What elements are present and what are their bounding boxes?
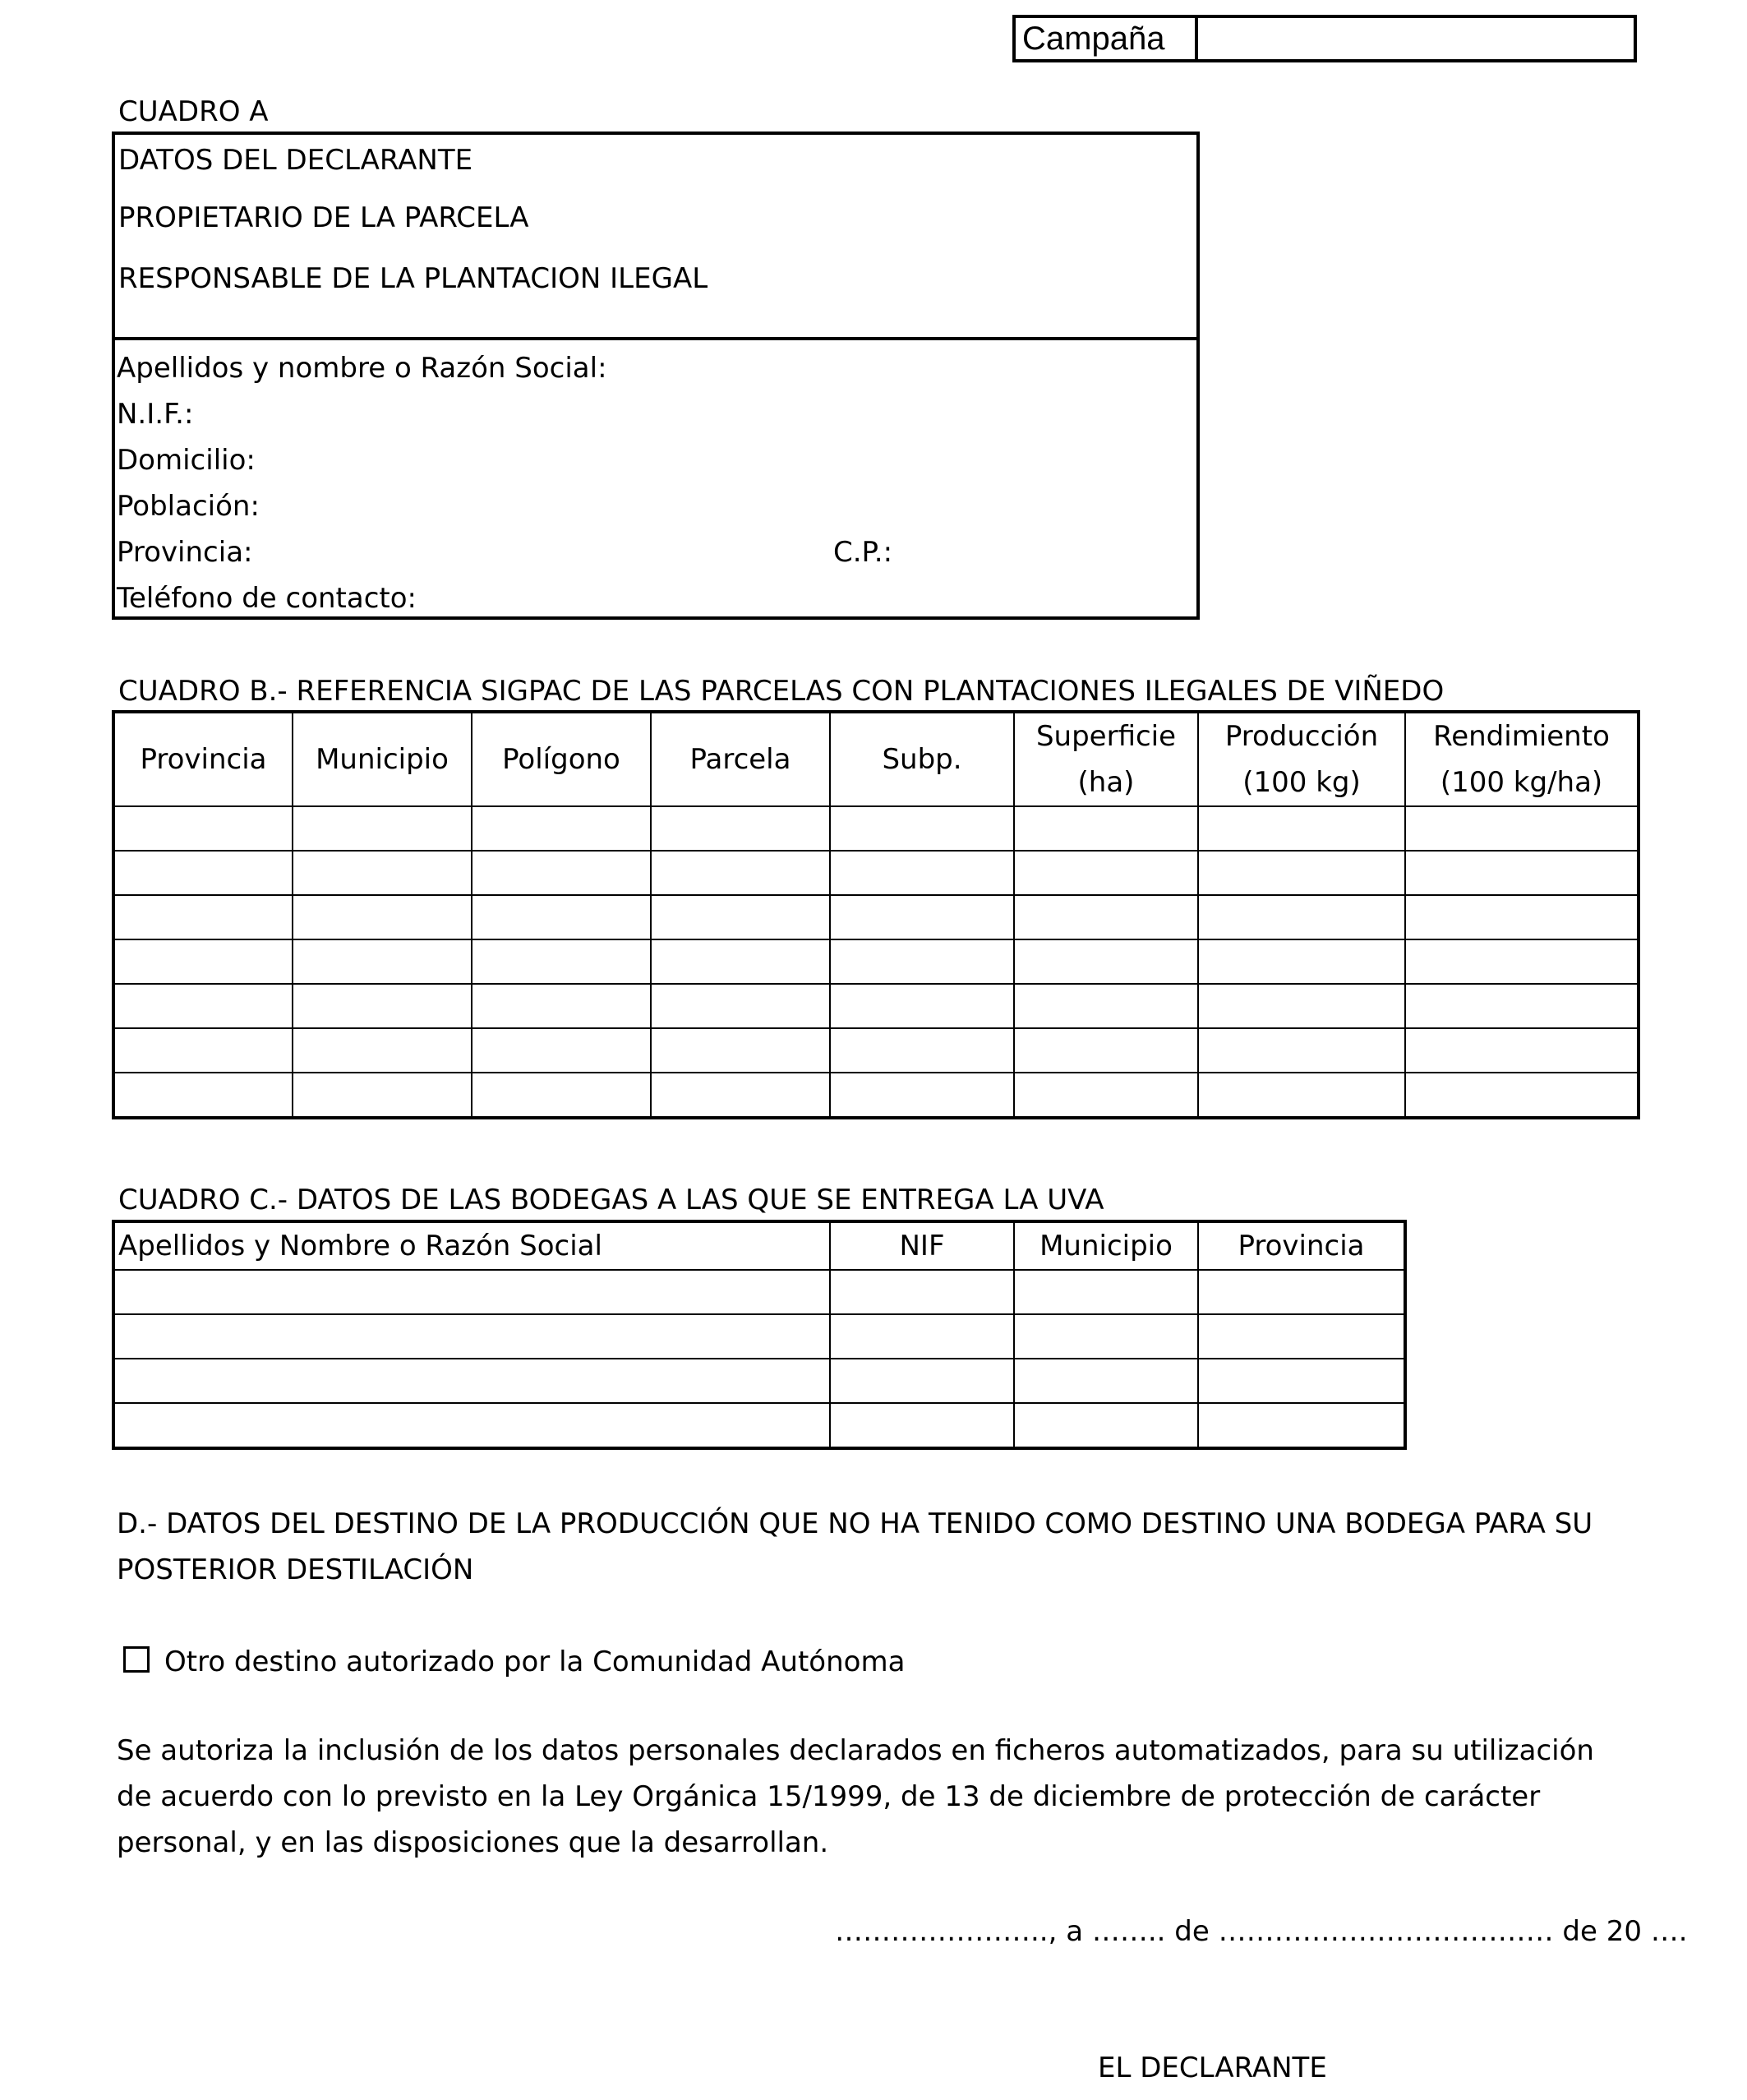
cuadro-c-table-cell[interactable] — [113, 1403, 830, 1448]
cuadro-c-table-row — [113, 1359, 1405, 1403]
cuadro-a-title: CUADRO A — [118, 95, 269, 128]
column-header-poligono: Polígono — [472, 712, 651, 806]
cuadro-b-table-cell[interactable] — [1405, 851, 1639, 895]
cuadro-b-table-cell[interactable] — [651, 806, 830, 851]
cuadro-b-table-row — [113, 984, 1639, 1028]
cuadro-b-table-row — [113, 895, 1639, 939]
field-provincia: Provincia: — [117, 536, 253, 569]
cuadro-b-table-cell[interactable] — [1014, 1028, 1198, 1073]
column-header-municipio: Municipio — [293, 712, 472, 806]
campana-field — [1012, 15, 1637, 62]
cuadro-b-table-cell[interactable] — [293, 984, 472, 1028]
cuadro-c-title: CUADRO C.- DATOS DE LAS BODEGAS A LAS QUE SE ENTREGA LA UVA — [118, 1184, 1104, 1216]
cuadro-b-table-cell[interactable] — [1198, 939, 1405, 984]
cuadro-b-table-cell[interactable] — [472, 984, 651, 1028]
cuadro-b-table-cell[interactable] — [293, 895, 472, 939]
cuadro-b-header-row — [113, 712, 1639, 806]
cuadro-b-title: CUADRO B.- REFERENCIA SIGPAC DE LAS PARCELAS CON PLANTACIONES ILEGALES DE VIÑEDO — [118, 675, 1445, 708]
cuadro-c-table-cell[interactable] — [1198, 1403, 1405, 1448]
cuadro-b-table-cell[interactable] — [651, 1073, 830, 1118]
cuadro-b-table-cell[interactable] — [1198, 1073, 1405, 1118]
cuadro-b-table-cell[interactable] — [113, 895, 293, 939]
column-header-parcela: Parcela — [651, 712, 830, 806]
field-nombre: Apellidos y nombre o Razón Social: — [117, 352, 607, 385]
cuadro-b-table-cell[interactable] — [1014, 984, 1198, 1028]
autorizacion-line: personal, y en las disposiciones que la desarrollan. — [117, 1826, 829, 1859]
cuadro-b-table-cell[interactable] — [1405, 1073, 1639, 1118]
cuadro-c-table-cell[interactable] — [113, 1359, 830, 1403]
cuadro-c-table-cell[interactable] — [113, 1270, 830, 1314]
cuadro-c-table-cell[interactable] — [1014, 1403, 1198, 1448]
column-header-rendimiento: Rendimiento (100 kg/ha) — [1405, 712, 1639, 806]
cuadro-b-table-cell[interactable] — [293, 1028, 472, 1073]
cuadro-c-table-row — [113, 1314, 1405, 1359]
cuadro-b-table-cell[interactable] — [830, 939, 1014, 984]
cuadro-b-table-cell[interactable] — [1014, 895, 1198, 939]
cuadro-d-title-line: D.- DATOS DEL DESTINO DE LA PRODUCCIÓN QUE NO HA TENIDO COMO DESTINO UNA BODEGA PARA SU — [117, 1507, 1593, 1540]
column-header-provincia: Provincia — [1198, 1221, 1405, 1270]
cuadro-c-table — [112, 1220, 1407, 1450]
cuadro-b-table-cell[interactable] — [651, 939, 830, 984]
cuadro-d-title-line: POSTERIOR DESTILACIÓN — [117, 1553, 474, 1586]
otro-destino-label: Otro destino autorizado por la Comunidad Autónoma — [164, 1645, 906, 1678]
cuadro-b-table-row — [113, 1028, 1639, 1073]
cuadro-b-table-cell[interactable] — [113, 1073, 293, 1118]
cuadro-b-table-cell[interactable] — [293, 939, 472, 984]
cuadro-b-table-cell[interactable] — [1405, 1028, 1639, 1073]
cuadro-c-header-row — [113, 1221, 1405, 1270]
cuadro-b-table-cell[interactable] — [830, 984, 1014, 1028]
campana-input[interactable] — [1198, 18, 1634, 59]
cuadro-a-divider — [112, 337, 1200, 340]
cuadro-b-table-row — [113, 939, 1639, 984]
cuadro-a-header-line: DATOS DEL DECLARANTE — [118, 144, 473, 177]
cuadro-a-header-line: RESPONSABLE DE LA PLANTACION ILEGAL — [118, 262, 708, 295]
cuadro-b-table-cell[interactable] — [830, 1028, 1014, 1073]
cuadro-b-table — [112, 710, 1640, 1119]
cuadro-b-table-cell[interactable] — [1014, 939, 1198, 984]
column-header-subp: Subp. — [830, 712, 1014, 806]
cuadro-b-table-cell[interactable] — [830, 895, 1014, 939]
autorizacion-line: Se autoriza la inclusión de los datos personales declarados en ficheros automatizados, para su utilización — [117, 1734, 1594, 1767]
cuadro-c-table-cell[interactable] — [113, 1314, 830, 1359]
cuadro-b-table-cell[interactable] — [293, 806, 472, 851]
field-cp: C.P.: — [833, 536, 893, 569]
cuadro-c-table-cell[interactable] — [1198, 1314, 1405, 1359]
cuadro-b-table-cell[interactable] — [830, 806, 1014, 851]
cuadro-c-table-cell[interactable] — [1198, 1270, 1405, 1314]
cuadro-c-table-cell[interactable] — [1014, 1359, 1198, 1403]
cuadro-b-table-cell[interactable] — [1198, 1028, 1405, 1073]
cuadro-b-table-cell[interactable] — [472, 851, 651, 895]
column-header-municipio: Municipio — [1014, 1221, 1198, 1270]
cuadro-c-table-cell[interactable] — [1014, 1314, 1198, 1359]
field-poblacion: Población: — [117, 490, 260, 523]
cuadro-c-table-cell[interactable] — [1198, 1359, 1405, 1403]
column-header-superficie: Superficie (ha) — [1014, 712, 1198, 806]
cuadro-b-table-cell[interactable] — [472, 1028, 651, 1073]
cuadro-b-table-cell[interactable] — [1198, 851, 1405, 895]
cuadro-b-table-cell[interactable] — [1198, 984, 1405, 1028]
cuadro-b-table-cell[interactable] — [1405, 939, 1639, 984]
cuadro-b-table-cell[interactable] — [472, 1073, 651, 1118]
cuadro-b-table-cell[interactable] — [830, 851, 1014, 895]
cuadro-b-table-cell[interactable] — [1014, 806, 1198, 851]
field-domicilio: Domicilio: — [117, 444, 256, 477]
cuadro-b-table-cell[interactable] — [1014, 851, 1198, 895]
cuadro-b-table-cell[interactable] — [113, 939, 293, 984]
firma-declarante: EL DECLARANTE — [1098, 2052, 1327, 2084]
campana-label: Campaña — [1016, 18, 1198, 59]
cuadro-c-table-cell[interactable] — [830, 1270, 1014, 1314]
column-header-provincia: Provincia — [113, 712, 293, 806]
cuadro-b-table-cell[interactable] — [651, 895, 830, 939]
cuadro-c-table-cell[interactable] — [1014, 1270, 1198, 1314]
cuadro-c-table-row — [113, 1270, 1405, 1314]
cuadro-b-table-cell[interactable] — [1405, 806, 1639, 851]
cuadro-b-table-cell[interactable] — [651, 1028, 830, 1073]
cuadro-c-table-cell[interactable] — [830, 1359, 1014, 1403]
otro-destino-checkbox[interactable] — [123, 1646, 150, 1673]
cuadro-b-table-cell[interactable] — [472, 939, 651, 984]
autorizacion-line: de acuerdo con lo previsto en la Ley Orgánica 15/1999, de 13 de diciembre de protección de carácter — [117, 1780, 1541, 1813]
column-header-produccion: Producción (100 kg) — [1198, 712, 1405, 806]
cuadro-b-table-cell[interactable] — [651, 984, 830, 1028]
cuadro-b-table-cell[interactable] — [113, 851, 293, 895]
cuadro-b-table-cell[interactable] — [113, 1028, 293, 1073]
cuadro-a-header-line: PROPIETARIO DE LA PARCELA — [118, 201, 529, 234]
cuadro-b-table-row — [113, 851, 1639, 895]
field-nif: N.I.F.: — [117, 398, 194, 431]
cuadro-b-table-row — [113, 1073, 1639, 1118]
column-header-nif: NIF — [830, 1221, 1014, 1270]
cuadro-b-table-cell[interactable] — [830, 1073, 1014, 1118]
cuadro-b-table-cell[interactable] — [1198, 895, 1405, 939]
cuadro-b-table-cell[interactable] — [1405, 984, 1639, 1028]
cuadro-b-table-cell[interactable] — [472, 895, 651, 939]
cuadro-b-table-cell[interactable] — [1405, 895, 1639, 939]
cuadro-b-table-cell[interactable] — [293, 851, 472, 895]
cuadro-c-table-row — [113, 1403, 1405, 1448]
cuadro-b-table-cell[interactable] — [113, 806, 293, 851]
cuadro-b-table-cell[interactable] — [651, 851, 830, 895]
cuadro-b-table-cell[interactable] — [472, 806, 651, 851]
cuadro-b-table-row — [113, 806, 1639, 851]
cuadro-b-table-cell[interactable] — [1014, 1073, 1198, 1118]
cuadro-b-table-cell[interactable] — [293, 1073, 472, 1118]
cuadro-b-table-cell[interactable] — [113, 984, 293, 1028]
fecha-linea: ………………….., a …….. de ……………………………… de 20 …. — [835, 1915, 1688, 1948]
column-header-razon-social: Apellidos y Nombre o Razón Social — [113, 1221, 830, 1270]
cuadro-b-table-cell[interactable] — [1198, 806, 1405, 851]
cuadro-c-table-cell[interactable] — [830, 1314, 1014, 1359]
cuadro-c-table-cell[interactable] — [830, 1403, 1014, 1448]
field-telefono: Teléfono de contacto: — [117, 582, 417, 615]
